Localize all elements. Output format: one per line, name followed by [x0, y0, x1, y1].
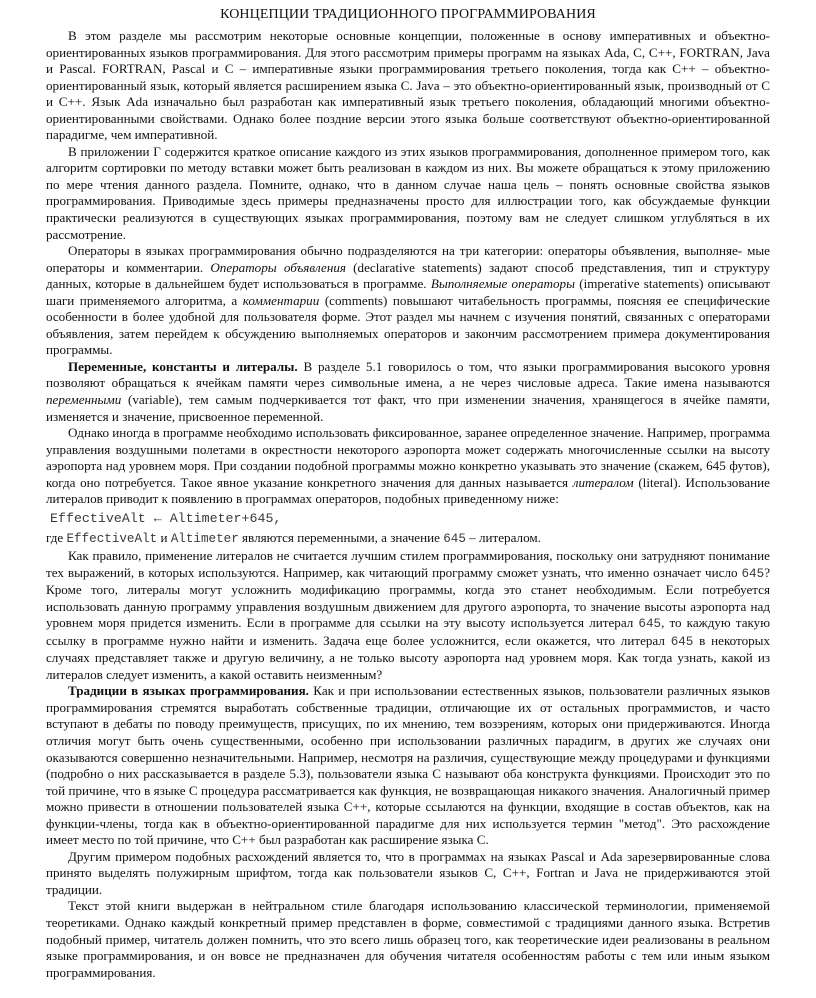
text-run: в некоторых случаях представляет также и другую величину, а не только высоту аэропорта над уровнем моря. Как тогда узнать, какой из литералов следует изменить, а какой оставить неизменным? [46, 632, 771, 682]
text-run: являются переменными, а значение [238, 530, 444, 546]
code-variable-altimeter: Altimeter [170, 532, 239, 547]
term-literal: литералом [572, 474, 634, 490]
page-title: КОНЦЕПЦИИ ТРАДИЦИОННОГО ПРОГРАММИРОВАНИЯ [220, 7, 596, 22]
code-literal-645: 645 [443, 532, 466, 547]
paragraph-appendix: В приложении Г содержится краткое описание каждого из этих языков программирования, дополненное примером того, как алгоритм сортировки по методу вставки может быть реализован в каждом из них. Вы можете обращаться к этому приложению по мере чтения данного раздела. Помните, однако, что в данном случае наша цель – понять основные свойства языков программирования. Приводимые здесь примеры предназначены просто для иллюстрации того, как обсуждаемые функции практически реализуются в существующих языках программирования, поэтому вам не следует слишком углубляться в их рассмотрение. [46, 143, 770, 242]
paragraph-neutral-style: Текст этой книги выдержан в нейтральном стиле благодаря использованию классической терминологии, применяемой теоретиками. Однако каждый конкретный пример представлен в форме, совместимой с традициями данного языка. Встретив подобный пример, читатель должен помнить, что это всего лишь образец того, как теоретические идеи реализованы в реальном языке программирования, и он вовсе не предназначен для обучения читателя особенностям работы с тем или иным языком программирования. [46, 898, 770, 980]
document-page [46, 6, 770, 981]
paragraph-variables [46, 359, 770, 425]
code-statement: EffectiveAlt ← Altimeter+645, [50, 510, 282, 526]
text-run: Однако иногда в программе необходимо использовать фиксированное, заранее определенное значение. Например, программа управления воздушными полетами в окрестности некоторого аэропорта может содержать многочисленные ссылки на высоту аэропорта над уровнем моря. При создании подобной программы можно конкретно указывать это значение (скажем, 645 футов), когда оно потребуется. Такое явное указание конкретного значения для данных называется [46, 425, 770, 490]
code-literal-645: 645 [638, 617, 662, 632]
section-heading-variables: Переменные, константы и литералы. [68, 358, 298, 374]
paragraph-literals [46, 425, 770, 508]
text-run: (declarative statements) задают способ представления, тип и структуру данных, которые в дальнейшем будет использоваться в программе. [46, 259, 770, 292]
text-run: и [157, 530, 171, 546]
paragraph-code-explanation [46, 530, 770, 548]
paragraph-statements [46, 243, 770, 359]
paragraph-reserved-words: Другим примером подобных расхождений является то, что в программах на языках Pascal и Ada зарезервированные слова принято выделять полужирным шрифтом, тогда как пользователи языков C, C++, Fortran и Java не придерживаются этой традиции. [46, 848, 770, 897]
sidebar-box-traditions [46, 683, 770, 981]
paragraph-literal-style [46, 548, 770, 683]
text-run: (imperative statements) описывают шаги применяемого алгоритма, а [46, 276, 771, 308]
code-literal-645: 645 [670, 634, 694, 649]
code-literal-645: 645 [741, 566, 765, 581]
text-run: (comments) повышают читабельность программы, поясняя ее специфические особенности в более удобной для пользователя форме. Этот раздел мы начнем с изучения понятий, связанных с операторами объявления, затем перейдем к обсуждению выполняемых операторов и закончим рассмотрением примера документирования программы. [46, 292, 770, 358]
paragraph-traditions [46, 683, 770, 848]
code-example [46, 510, 770, 528]
text-run: где [46, 530, 67, 546]
term-imperative: Выполняемые операторы [430, 276, 575, 292]
text-run: Как правило, применение литералов не считается лучшим стилем программирования, поскольку они затрудняют понимание тех выражений, в которых используются. Например, как читающий программу сможет узнать, что именно означает число [46, 547, 770, 580]
paragraph-intro: В этом разделе мы рассмотрим некоторые основные концепции, положенные в основу императивных и объектно-ориентированных языков программирования. Для этого рассмотрим примеры программ на языках Ada, C, C++, FORTRAN, Java и Pascal. FORTRAN, Pascal и C – императивные языки программирования третьего поколения, тогда как C++ – объектно-ориентированный язык, который является расширением языка C. Java – это объектно-ориентированный язык, производный от C и C++. Язык Ada изначально был разработан как императивный язык третьего поколения, обладающий многими объектно-ориентированными свойствами. Однако более поздние версии этого языка больше соответствуют объектно-ориентированной парадигме, чем императивной. [46, 28, 770, 143]
term-variables: переменными [46, 392, 122, 408]
term-comments: комментарии [242, 292, 320, 308]
term-declarative: Операторы объявления [210, 259, 346, 275]
text-run: Как и при использовании естественных языков, пользователи различных языков программирования стремятся выработать собственные традиции, отличающие их от остальных программистов, и часто вступают в дебаты по поводу преимуществ, присущих, по их мнению, тем возэрениям, которых они придерживаются. Иногда отличия могут быть очень существенными, особенно при использовании различных парадигм, в других же случаях они оказываются совершенно незначительными. Например, несмотря на различия, существующие между процедурами и функциями (подробно о них рассказывается в разделе 5.3), пользователи языка C называют оба конструкта функциями. Происходит это по той причине, что в языке C процедура рассматривается как функция, не возвращающая никакого значения. Аналогичный пример можно привести в отношении пользователей языка C++, которые ссылаются на функции, входящие в состав объектов, как на функции-члены, тогда как в объектно-ориентированной парадигме для них используется термин "метод". Это расхождение имеет место по той причине, что C++ был разработан как расширение языка C. [46, 683, 770, 848]
code-variable-effectivealt: EffectiveAlt [66, 532, 158, 547]
section-heading-traditions: Традиции в языках программирования. [68, 683, 309, 699]
text-run: , то каждую такую ссылку в программе нужно найти и изменить. Задача еще более усложнится, если окажется, что литерал [46, 615, 771, 648]
text-run: (variable), тем самым подчеркивается тот факт, что при изменении значения, хранящегося в ячейке памяти, изменяется и значение, присвоенное переменной. [46, 392, 770, 424]
text-run: – литералом. [465, 530, 541, 546]
text-run: (literal). Использование литералов приводит к появлению в программах операторов, подобных приведенному ниже: [46, 474, 770, 507]
text-run: ? Кроме того, литералы могут усложнить модификацию программы, когда это станет необходимым. Если потребуется использовать данную программу управления воздушным движением для другого аэропорта, то значение высоты аэропорта над уровнем моря придется изменить. Если в программе для ссылки на эту высоту используется литерал [46, 564, 770, 631]
text-run: В разделе 5.1 говорилось о том, что языки программирования высокого уровня позволяют обращаться к ячейкам памяти через символьные имена, а не через числовые адреса. Такие имена называются [46, 358, 770, 391]
text-run: Операторы в языках программирования обычно подразделяются на три категории: операторы объявления, выполняе- мые операторы и комментарии. [46, 243, 770, 275]
